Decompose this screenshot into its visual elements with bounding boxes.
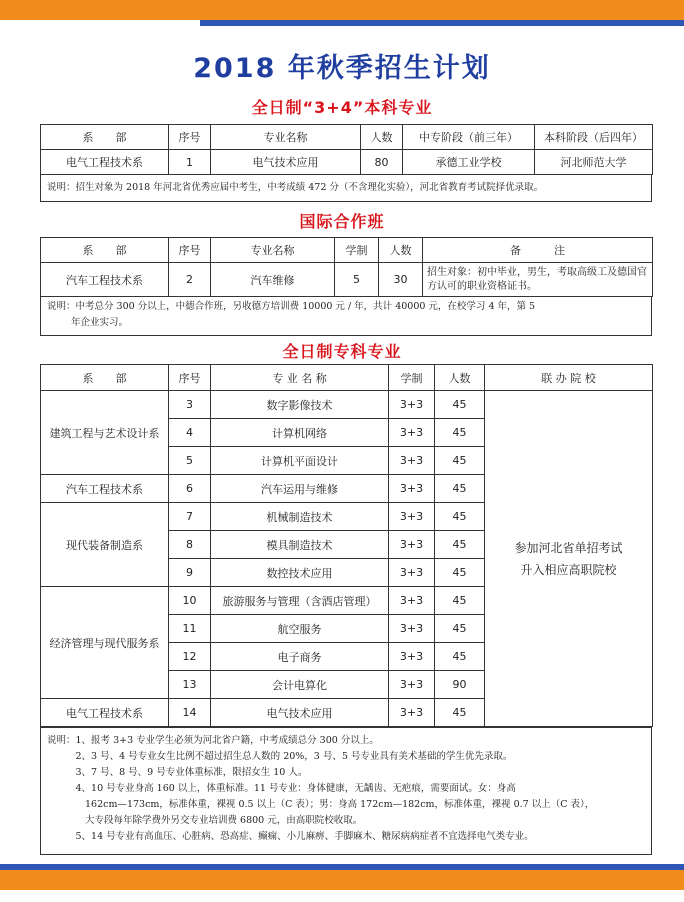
cell-duration: 3+3 <box>389 643 435 671</box>
note-item-4-cont1: 162cm—173cm，标准体重，裸视 0.5 以上（C 表）；男：身高 172cm—182cm，标准体重，裸视 0.7 以上（C 表）， <box>47 799 595 810</box>
cell-no: 1 <box>169 150 211 175</box>
cell-duration: 3+3 <box>389 531 435 559</box>
cell-major: 数控技术应用 <box>211 559 389 587</box>
cell-major: 数字影像技术 <box>211 391 389 419</box>
section-title-3plus4: 全日制“3+4”本科专业 <box>251 98 433 117</box>
header-major: 专业名称 <box>211 238 335 263</box>
cell-no: 12 <box>169 643 211 671</box>
cell-count: 45 <box>435 531 485 559</box>
cell-count: 45 <box>435 447 485 475</box>
cell-partner <box>485 391 653 727</box>
section-title-college: 全日制专科专业 <box>282 342 402 361</box>
cell-no: 13 <box>169 671 211 699</box>
cell-duration: 3+3 <box>389 615 435 643</box>
note-international <box>40 296 652 336</box>
cell-count: 45 <box>435 587 485 615</box>
cell-no: 3 <box>169 391 211 419</box>
cell-dept: 汽车工程技术系 <box>41 263 169 297</box>
cell-duration: 3+3 <box>389 671 435 699</box>
note-item-3: 3、7 号、8 号、9 号专业体重标准，限招女生 10 人。 <box>47 767 308 778</box>
note-item-2: 2、3 号、4 号专业女生比例不超过招生总人数的 20%，3 号、5 号专业具有美术基础的学生优先录取。 <box>47 751 513 762</box>
cell-dept: 电气工程技术系 <box>41 699 169 727</box>
bottom-orange-band <box>0 870 684 890</box>
cell-stage2: 河北师范大学 <box>535 150 653 175</box>
notes-college <box>40 727 652 855</box>
cell-major: 电气技术应用 <box>211 699 389 727</box>
cell-no: 8 <box>169 531 211 559</box>
cell-no: 2 <box>169 263 211 297</box>
table-3plus4 <box>40 124 653 175</box>
cell-duration: 3+3 <box>389 475 435 503</box>
cell-major: 汽车维修 <box>211 263 335 297</box>
cell-major: 会计电算化 <box>211 671 389 699</box>
cell-no: 11 <box>169 615 211 643</box>
table-international <box>40 237 653 297</box>
cell-major: 汽车运用与维修 <box>211 475 389 503</box>
cell-no: 7 <box>169 503 211 531</box>
header-remark: 备 注 <box>423 238 653 263</box>
top-band-notch <box>0 20 200 26</box>
cell-count: 30 <box>379 263 423 297</box>
cell-no: 6 <box>169 475 211 503</box>
cell-dept: 建筑工程与艺术设计系 <box>41 391 169 475</box>
note-text: 说明：招生对象为 2018 年河北省优秀应届中考生，中考成绩 472 分（不含理化实验），河北省教育考试院择优录取。 <box>47 182 544 193</box>
note-item-4: 4、10 号专业身高 160 以上，体重标准。11 号专业：身体健康，无龋齿、无疤痕，需要面试。女：身高 <box>47 783 516 794</box>
cell-no: 10 <box>169 587 211 615</box>
cell-major: 电子商务 <box>211 643 389 671</box>
cell-duration: 3+3 <box>389 447 435 475</box>
header-major: 专业名称 <box>211 125 361 150</box>
cell-major: 旅游服务与管理（含酒店管理） <box>211 587 389 615</box>
cell-count: 90 <box>435 671 485 699</box>
cell-count: 45 <box>435 503 485 531</box>
cell-stage1: 承德工业学校 <box>403 150 535 175</box>
header-stage1: 中专阶段（前三年） <box>403 125 535 150</box>
cell-duration: 3+3 <box>389 419 435 447</box>
bottom-margin <box>0 890 684 902</box>
note-3plus4 <box>40 174 652 202</box>
cell-count: 80 <box>361 150 403 175</box>
cell-duration: 3+3 <box>389 559 435 587</box>
cell-duration: 3+3 <box>389 699 435 727</box>
cell-count: 45 <box>435 699 485 727</box>
cell-duration: 3+3 <box>389 503 435 531</box>
note-item-1: 说明：1、报考 3+3 专业学生必须为河北省户籍，中考成绩总分 300 分以上。 <box>47 735 379 746</box>
header-no: 序号 <box>169 365 211 391</box>
cell-dept: 电气工程技术系 <box>41 150 169 175</box>
cell-major: 计算机平面设计 <box>211 447 389 475</box>
cell-count: 45 <box>435 559 485 587</box>
cell-no: 14 <box>169 699 211 727</box>
cell-major: 电气技术应用 <box>211 150 361 175</box>
partner-line2: 升入相应高职院校 <box>520 562 617 577</box>
top-orange-band <box>0 0 684 20</box>
header-dept: 系 部 <box>41 125 169 150</box>
cell-duration: 5 <box>335 263 379 297</box>
cell-major: 模具制造技术 <box>211 531 389 559</box>
header-count: 人数 <box>361 125 403 150</box>
cell-count: 45 <box>435 391 485 419</box>
cell-no: 5 <box>169 447 211 475</box>
cell-dept: 现代装备制造系 <box>41 503 169 587</box>
cell-major: 航空服务 <box>211 615 389 643</box>
cell-no: 4 <box>169 419 211 447</box>
cell-count: 45 <box>435 643 485 671</box>
table-row <box>41 263 653 297</box>
cell-dept: 经济管理与现代服务系 <box>41 587 169 699</box>
cell-major: 计算机网络 <box>211 419 389 447</box>
cell-major: 机械制造技术 <box>211 503 389 531</box>
cell-count: 45 <box>435 615 485 643</box>
cell-dept: 汽车工程技术系 <box>41 475 169 503</box>
section-title-international: 国际合作班 <box>299 212 385 231</box>
table-college <box>40 364 653 727</box>
note-text-line2: 年企业实习。 <box>71 317 129 328</box>
header-major: 专 业 名 称 <box>211 365 389 391</box>
note-text-line1: 说明：中考总分 300 分以上，中德合作班，另收德方培训费 10000 元 / 年，共计 40000 元，在校学习 4 年，第 5 <box>47 301 536 312</box>
note-item-5: 5、14 号专业有高血压、心脏病、恐高症、癫痫、小儿麻痹、手脚麻木、糖尿病病症者不宜选择电气类专业。 <box>47 831 534 842</box>
header-duration: 学制 <box>335 238 379 263</box>
cell-remark: 招生对象：初中毕业，男生，考取高级工及德国官方认可的职业资格证书。 <box>423 263 653 297</box>
table-row <box>41 391 653 419</box>
partner-line1: 参加河北省单招考试 <box>514 540 623 555</box>
header-no: 序号 <box>169 238 211 263</box>
header-count: 人数 <box>379 238 423 263</box>
header-duration: 学制 <box>389 365 435 391</box>
cell-no: 9 <box>169 559 211 587</box>
header-no: 序号 <box>169 125 211 150</box>
note-item-4-cont2: 大专段每年除学费外另交专业培训费 6800 元，由高职院校收取。 <box>47 815 363 826</box>
cell-count: 45 <box>435 419 485 447</box>
page-title: 2018 年秋季招生计划 <box>193 53 491 84</box>
header-stage2: 本科阶段（后四年） <box>535 125 653 150</box>
header-dept: 系 部 <box>41 365 169 391</box>
header-count: 人数 <box>435 365 485 391</box>
header-dept: 系 部 <box>41 238 169 263</box>
cell-duration: 3+3 <box>389 391 435 419</box>
cell-duration: 3+3 <box>389 587 435 615</box>
header-partner: 联 办 院 校 <box>485 365 653 391</box>
cell-count: 45 <box>435 475 485 503</box>
table-row <box>41 150 653 175</box>
